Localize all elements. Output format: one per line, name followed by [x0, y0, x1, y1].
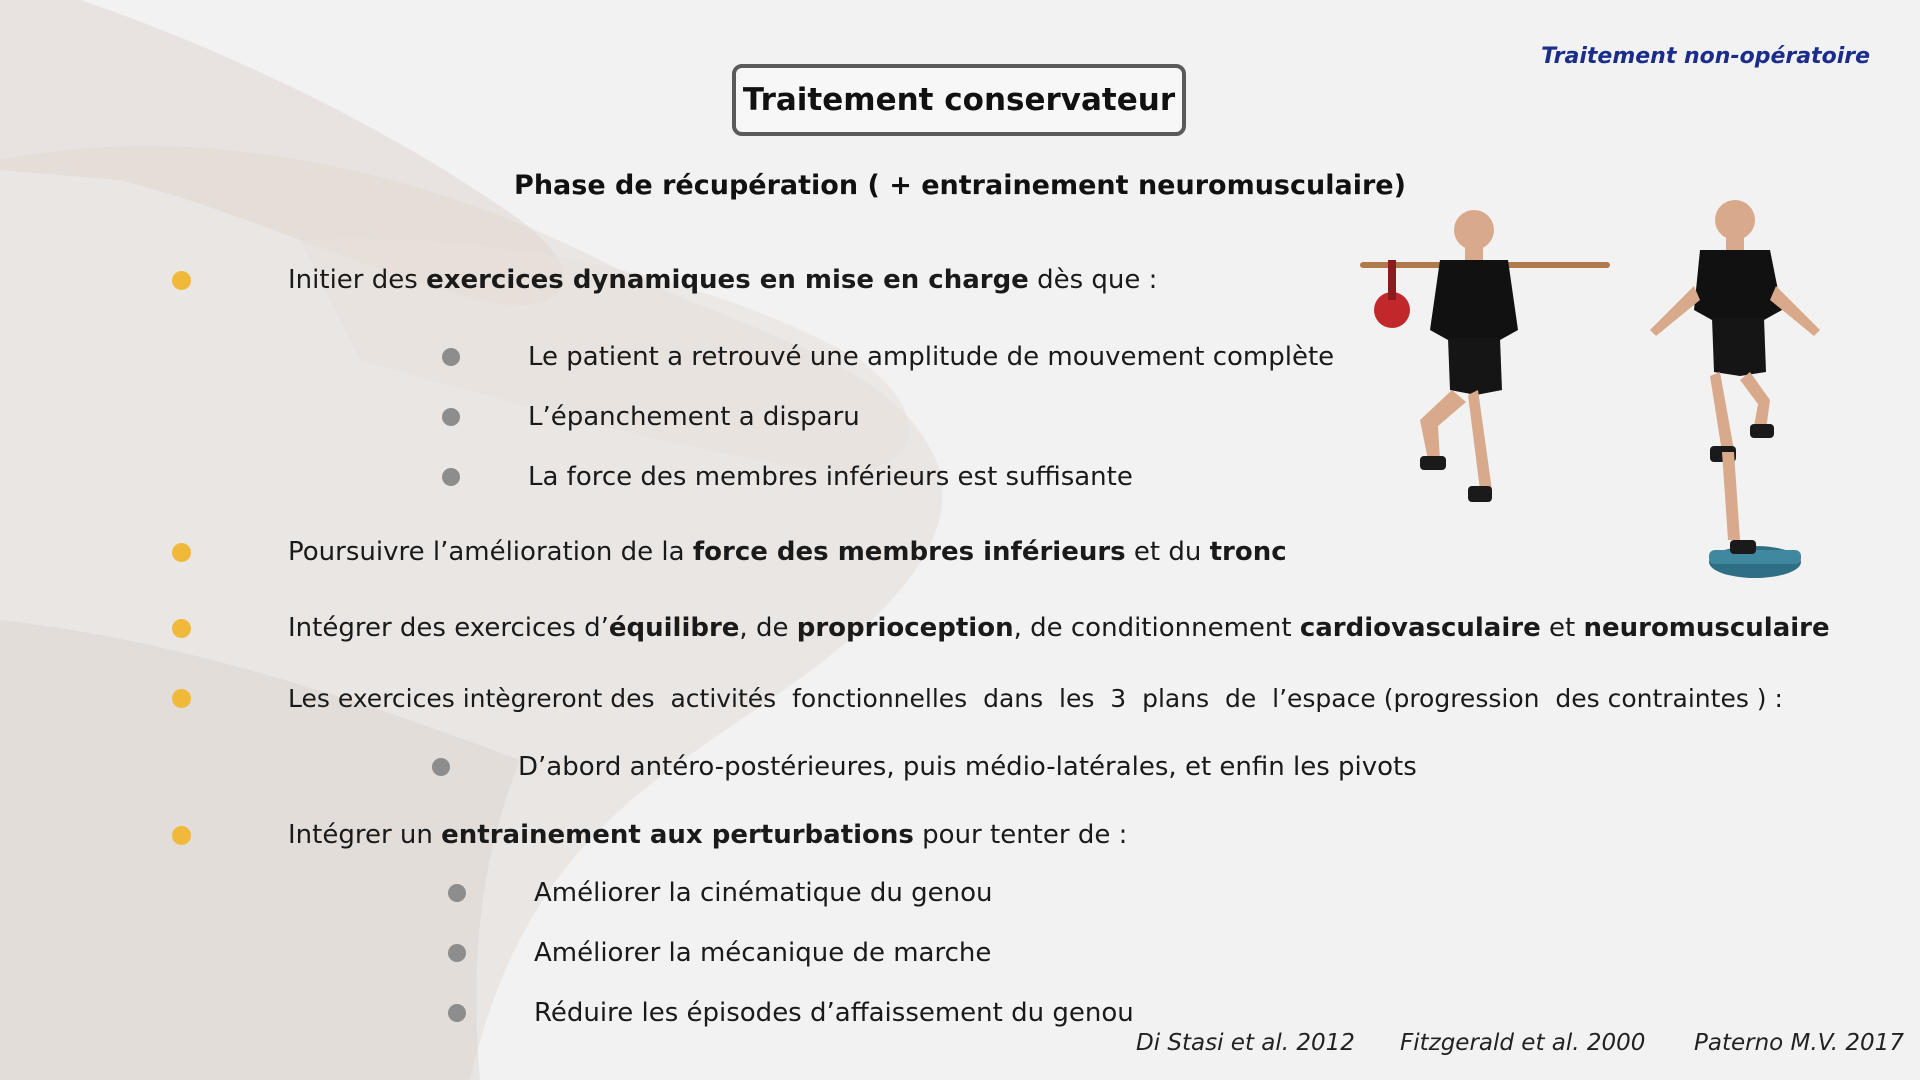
- sub-bullet-dot: [442, 468, 460, 486]
- bullet-text: Poursuivre l’amélioration de la force des membres inférieurs et du tronc: [288, 537, 1287, 567]
- reference-citation: Fitzgerald et al. 2000: [1400, 1030, 1646, 1056]
- bullet-item: [172, 537, 1287, 567]
- bullet-item: [172, 820, 1127, 850]
- sub-bullet-dot: [442, 348, 460, 366]
- sub-bullet-item: [442, 342, 1334, 372]
- sub-bullet-text: Améliorer la cinématique du genou: [534, 878, 993, 908]
- page-title: Traitement conservateur: [732, 64, 1186, 136]
- bullet-text: Les exercices intègreront des activités fonctionnelles dans les 3 plans de l’espace (progression des contraintes ) :: [288, 684, 1783, 713]
- bullet-text: Intégrer des exercices d’équilibre, de proprioception, de conditionnement cardiovasculaire et neuromusculaire: [288, 613, 1830, 643]
- reference-citation: Di Stasi et al. 2012: [1136, 1030, 1355, 1056]
- sub-bullet-item: [448, 938, 991, 968]
- sub-bullet-item: [442, 402, 860, 432]
- sub-bullet-text: Le patient a retrouvé une amplitude de mouvement complète: [528, 342, 1335, 372]
- bullet-dot: [172, 543, 191, 562]
- sub-bullet-text: Réduire les épisodes d’affaissement du genou: [534, 998, 1134, 1028]
- sub-bullet-text: D’abord antéro-postérieures, puis médio-latérales, et enfin les pivots: [518, 752, 1417, 782]
- bullet-dot: [172, 826, 191, 845]
- sub-bullet-dot: [448, 1004, 466, 1022]
- bullet-item: [172, 613, 1830, 643]
- sub-bullet-text: Améliorer la mécanique de marche: [534, 938, 992, 968]
- sub-bullet-dot: [432, 758, 450, 776]
- bullet-dot: [172, 689, 191, 708]
- bullet-text: Intégrer un entrainement aux perturbations pour tenter de :: [288, 820, 1128, 850]
- reference-citation: Paterno M.V. 2017: [1694, 1030, 1904, 1056]
- bullet-dot: [172, 619, 191, 638]
- sub-bullet-dot: [448, 944, 466, 962]
- sub-bullet-item: [448, 878, 992, 908]
- sub-bullet-dot: [442, 408, 460, 426]
- bullet-item: [172, 265, 1157, 295]
- bullet-item: [172, 684, 1783, 713]
- bullet-dot: [172, 271, 191, 290]
- section-label: Traitement non-opératoire: [1541, 44, 1870, 69]
- sub-bullet-text: La force des membres inférieurs est suffisante: [528, 462, 1133, 492]
- sub-bullet-item: [442, 462, 1133, 492]
- sub-bullet-item: [448, 998, 1134, 1028]
- bullet-text: Initier des exercices dynamiques en mise en charge dès que :: [288, 265, 1158, 295]
- sub-bullet-item: [432, 752, 1417, 782]
- sub-bullet-text: L’épanchement a disparu: [528, 402, 860, 432]
- sub-bullet-dot: [448, 884, 466, 902]
- page-subtitle: Phase de récupération ( + entrainement neuromusculaire): [514, 170, 1406, 201]
